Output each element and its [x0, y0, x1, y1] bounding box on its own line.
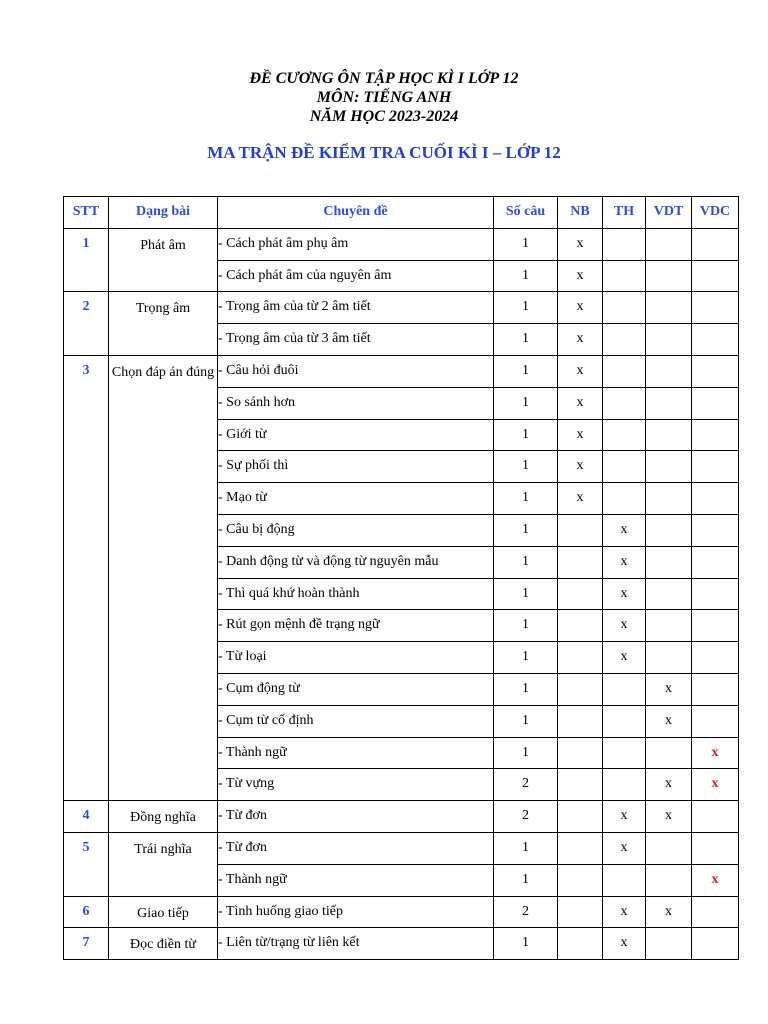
cell-th: x	[603, 928, 646, 960]
header-count: Số câu	[494, 197, 558, 229]
cell-vdc	[692, 324, 739, 356]
cell-exercise-type: Đọc điền từ	[109, 928, 218, 960]
cell-th	[603, 387, 646, 419]
cell-vdt: x	[646, 896, 692, 928]
cell-question-count: 1	[494, 483, 558, 515]
cell-stt: 3	[64, 355, 109, 800]
doc-title-line-2: MÔN: TIẾNG ANH	[316, 89, 452, 106]
cell-th	[603, 292, 646, 324]
cell-question-count: 1	[494, 228, 558, 260]
cell-topic: - Trọng âm của từ 2 âm tiết	[218, 292, 494, 324]
cell-topic: - Thành ngữ	[218, 864, 494, 896]
cell-vdc	[692, 451, 739, 483]
cell-topic: - Giới từ	[218, 419, 494, 451]
cell-nb: x	[558, 260, 603, 292]
cell-vdc	[692, 642, 739, 674]
cell-question-count: 1	[494, 355, 558, 387]
cell-vdt	[646, 578, 692, 610]
table-row	[64, 896, 739, 928]
cell-topic: - Cách phát âm của nguyên âm	[218, 260, 494, 292]
cell-topic: - Mạo từ	[218, 483, 494, 515]
cell-topic: - Rút gọn mệnh đề trạng ngữ	[218, 610, 494, 642]
cell-topic: - Cụm động từ	[218, 673, 494, 705]
cell-vdc	[692, 578, 739, 610]
cell-th	[603, 419, 646, 451]
cell-vdt	[646, 514, 692, 546]
cell-question-count: 1	[494, 514, 558, 546]
cell-vdc	[692, 483, 739, 515]
doc-title-line-3: NĂM HỌC 2023-2024	[309, 108, 459, 125]
cell-th: x	[603, 578, 646, 610]
cell-th	[603, 705, 646, 737]
table-row	[64, 801, 739, 833]
cell-vdc	[692, 419, 739, 451]
cell-vdt	[646, 928, 692, 960]
cell-topic: - Sự phối thì	[218, 451, 494, 483]
cell-stt: 2	[64, 292, 109, 356]
cell-question-count: 1	[494, 642, 558, 674]
cell-nb: x	[558, 419, 603, 451]
cell-nb	[558, 642, 603, 674]
cell-topic: - Trọng âm của từ 3 âm tiết	[218, 324, 494, 356]
cell-topic: - Thành ngữ	[218, 737, 494, 769]
cell-vdc	[692, 610, 739, 642]
cell-vdc	[692, 260, 739, 292]
cell-topic: - Câu hỏi đuôi	[218, 355, 494, 387]
cell-question-count: 2	[494, 769, 558, 801]
table-row	[64, 292, 739, 324]
cell-question-count: 1	[494, 260, 558, 292]
cell-th: x	[603, 610, 646, 642]
cell-th	[603, 737, 646, 769]
table-row	[64, 928, 739, 960]
cell-nb	[558, 864, 603, 896]
cell-topic: - Câu bị động	[218, 514, 494, 546]
cell-topic: - Tình huống giao tiếp	[218, 896, 494, 928]
cell-vdt	[646, 737, 692, 769]
cell-vdc	[692, 546, 739, 578]
cell-vdt	[646, 483, 692, 515]
cell-stt: 7	[64, 928, 109, 960]
cell-vdt: x	[646, 673, 692, 705]
cell-topic: - Liên từ/trạng từ liên kết	[218, 928, 494, 960]
cell-exercise-type: Trọng âm	[109, 292, 218, 356]
cell-question-count: 1	[494, 324, 558, 356]
cell-nb	[558, 737, 603, 769]
cell-nb: x	[558, 292, 603, 324]
cell-vdc: x	[692, 737, 739, 769]
cell-nb	[558, 896, 603, 928]
cell-exercise-type: Đồng nghĩa	[109, 801, 218, 833]
header-nb: NB	[558, 197, 603, 229]
cell-question-count: 1	[494, 610, 558, 642]
cell-stt: 5	[64, 832, 109, 896]
header-th: TH	[603, 197, 646, 229]
table-body	[64, 228, 739, 959]
cell-vdc	[692, 673, 739, 705]
cell-question-count: 1	[494, 546, 558, 578]
cell-exercise-type: Chọn đáp án đúng	[109, 355, 218, 800]
cell-vdt	[646, 228, 692, 260]
cell-question-count: 1	[494, 419, 558, 451]
cell-th: x	[603, 896, 646, 928]
cell-nb: x	[558, 324, 603, 356]
cell-th: x	[603, 832, 646, 864]
cell-th	[603, 769, 646, 801]
table-row	[64, 832, 739, 864]
cell-stt: 6	[64, 896, 109, 928]
matrix-subtitle: MA TRẬN ĐỀ KIỂM TRA CUỐI KÌ I – LỚP 12	[207, 143, 561, 162]
cell-question-count: 1	[494, 292, 558, 324]
cell-vdc: x	[692, 769, 739, 801]
cell-vdc	[692, 292, 739, 324]
cell-vdt	[646, 864, 692, 896]
cell-nb	[558, 546, 603, 578]
table-header-row	[64, 197, 739, 229]
cell-th: x	[603, 514, 646, 546]
cell-vdt: x	[646, 705, 692, 737]
cell-vdc	[692, 928, 739, 960]
cell-nb: x	[558, 451, 603, 483]
cell-th: x	[603, 801, 646, 833]
cell-topic: - Cách phát âm phụ âm	[218, 228, 494, 260]
cell-vdc	[692, 832, 739, 864]
cell-vdt	[646, 387, 692, 419]
cell-vdt	[646, 610, 692, 642]
cell-vdc: x	[692, 864, 739, 896]
header-vdt: VDT	[646, 197, 692, 229]
cell-vdt	[646, 546, 692, 578]
cell-nb: x	[558, 483, 603, 515]
cell-stt: 1	[64, 228, 109, 292]
cell-vdt	[646, 260, 692, 292]
cell-question-count: 2	[494, 896, 558, 928]
cell-nb: x	[558, 387, 603, 419]
cell-vdc	[692, 801, 739, 833]
header-topic: Chuyên đề	[218, 197, 494, 229]
cell-th	[603, 864, 646, 896]
cell-question-count: 2	[494, 801, 558, 833]
cell-th: x	[603, 642, 646, 674]
cell-exercise-type: Giao tiếp	[109, 896, 218, 928]
header-stt: STT	[64, 197, 109, 229]
header-vdc: VDC	[692, 197, 739, 229]
cell-vdc	[692, 387, 739, 419]
cell-exercise-type: Phát âm	[109, 228, 218, 292]
cell-vdc	[692, 514, 739, 546]
cell-th: x	[603, 546, 646, 578]
cell-topic: - Từ đơn	[218, 832, 494, 864]
cell-vdt	[646, 642, 692, 674]
cell-vdt	[646, 832, 692, 864]
cell-th	[603, 260, 646, 292]
cell-nb	[558, 705, 603, 737]
cell-th	[603, 483, 646, 515]
cell-nb	[558, 610, 603, 642]
cell-question-count: 1	[494, 832, 558, 864]
cell-nb	[558, 514, 603, 546]
cell-nb: x	[558, 228, 603, 260]
cell-topic: - Từ đơn	[218, 801, 494, 833]
cell-question-count: 1	[494, 451, 558, 483]
doc-title-line-1: ĐỀ CƯƠNG ÔN TẬP HỌC KÌ I LỚP 12	[249, 70, 519, 87]
cell-th	[603, 451, 646, 483]
cell-nb	[558, 769, 603, 801]
cell-question-count: 1	[494, 578, 558, 610]
cell-question-count: 1	[494, 673, 558, 705]
cell-question-count: 1	[494, 864, 558, 896]
cell-vdc	[692, 228, 739, 260]
cell-topic: - Cụm từ cố định	[218, 705, 494, 737]
cell-nb	[558, 928, 603, 960]
header-type: Dạng bài	[109, 197, 218, 229]
cell-nb	[558, 832, 603, 864]
cell-th	[603, 324, 646, 356]
cell-th	[603, 228, 646, 260]
cell-question-count: 1	[494, 737, 558, 769]
cell-vdt	[646, 292, 692, 324]
cell-vdt: x	[646, 801, 692, 833]
cell-vdt: x	[646, 769, 692, 801]
cell-topic: - Thì quá khứ hoàn thành	[218, 578, 494, 610]
cell-question-count: 1	[494, 928, 558, 960]
cell-nb: x	[558, 355, 603, 387]
cell-topic: - Từ vựng	[218, 769, 494, 801]
table-row	[64, 228, 739, 260]
cell-vdc	[692, 705, 739, 737]
cell-topic: - Từ loại	[218, 642, 494, 674]
cell-exercise-type: Trái nghĩa	[109, 832, 218, 896]
cell-question-count: 1	[494, 387, 558, 419]
cell-nb	[558, 673, 603, 705]
cell-vdc	[692, 355, 739, 387]
cell-vdt	[646, 324, 692, 356]
cell-nb	[558, 578, 603, 610]
table-row	[64, 355, 739, 387]
cell-th	[603, 355, 646, 387]
cell-vdt	[646, 419, 692, 451]
cell-stt: 4	[64, 801, 109, 833]
cell-topic: - Danh động từ và động từ nguyên mẫu	[218, 546, 494, 578]
cell-topic: - So sánh hơn	[218, 387, 494, 419]
exam-matrix-table	[63, 196, 739, 960]
cell-vdt	[646, 451, 692, 483]
cell-question-count: 1	[494, 705, 558, 737]
cell-vdc	[692, 896, 739, 928]
cell-vdt	[646, 355, 692, 387]
cell-nb	[558, 801, 603, 833]
cell-th	[603, 673, 646, 705]
